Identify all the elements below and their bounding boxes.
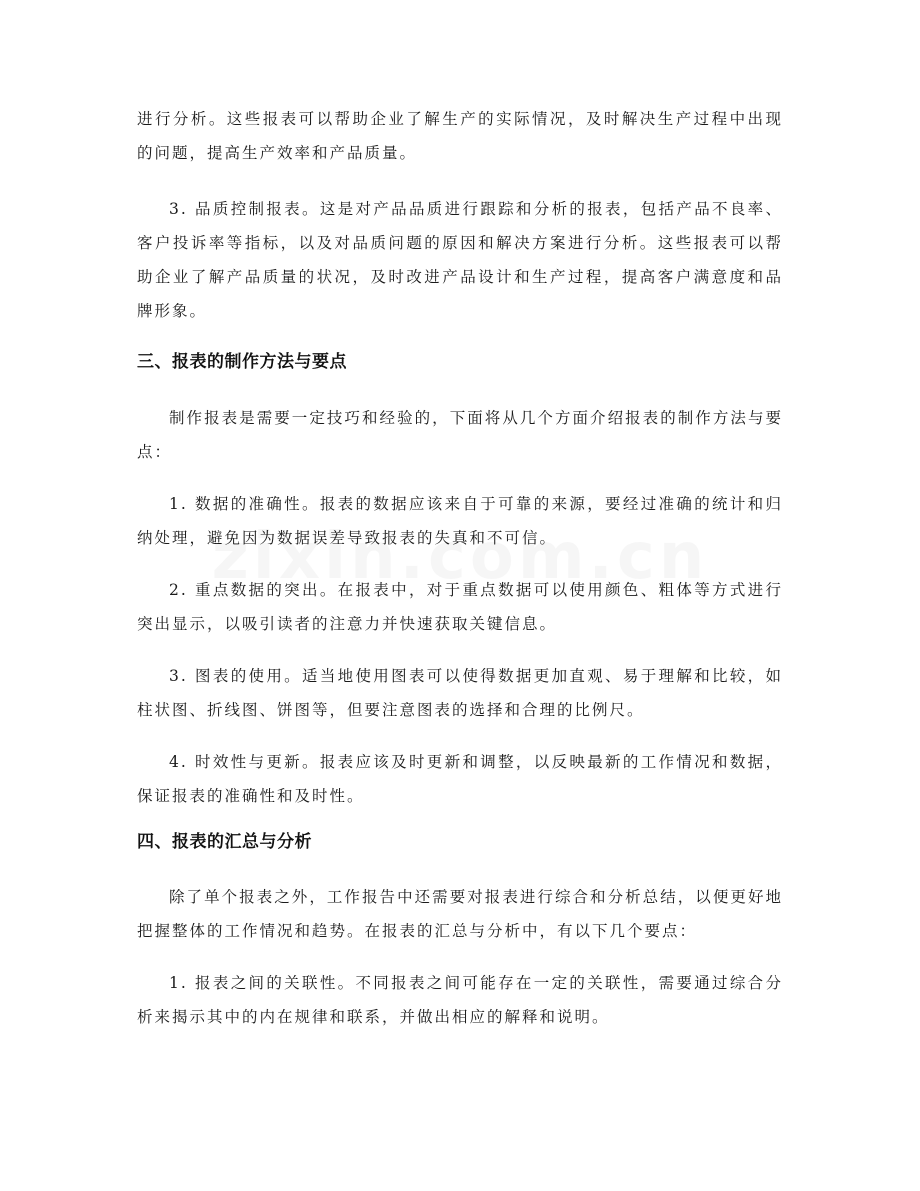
paragraph-summary-intro: 除了单个报表之外，工作报告中还需要对报表进行综合和分析总结，以便更好地把握整体的工作情况和趋势。在报表的汇总与分析中，有以下几个要点： (137, 888, 783, 940)
paragraph-production-report-end: 进行分析。这些报表可以帮助企业了解生产的实际情况，及时解决生产过程中出现的问题，提高生产效率和产品质量。 (137, 110, 783, 162)
section-heading-3: 三、报表的制作方法与要点 (137, 352, 347, 372)
section-heading-4: 四、报表的汇总与分析 (137, 832, 312, 852)
paragraph-data-accuracy: 1. 数据的准确性。报表的数据应该来自于可靠的来源，要经过准确的统计和归纳处理，避免因为数据误差导致报表的失真和不可信。 (137, 495, 783, 547)
paragraph-key-data-highlight: 2. 重点数据的突出。在报表中，对于重点数据可以使用颜色、粗体等方式进行突出显示，以吸引读者的注意力并快速获取关键信息。 (137, 581, 783, 633)
paragraph-methods-intro: 制作报表是需要一定技巧和经验的，下面将从几个方面介绍报表的制作方法与要点： (137, 409, 783, 461)
paragraph-chart-usage: 3. 图表的使用。适当地使用图表可以使得数据更加直观、易于理解和比较，如柱状图、折线图、饼图等，但要注意图表的选择和合理的比例尺。 (137, 667, 783, 719)
paragraph-report-correlation: 1. 报表之间的关联性。不同报表之间可能存在一定的关联性，需要通过综合分析来揭示其中的内在规律和联系，并做出相应的解释和说明。 (137, 974, 783, 1026)
paragraph-timeliness: 4. 时效性与更新。报表应该及时更新和调整，以反映最新的工作情况和数据，保证报表的准确性和及时性。 (137, 753, 783, 805)
paragraph-quality-control-report: 3. 品质控制报表。这是对产品品质进行跟踪和分析的报表，包括产品不良率、客户投诉率等指标，以及对品质问题的原因和解决方案进行分析。这些报表可以帮助企业了解产品质量的状况，及时改进产品设计和生产过程，提高客户满意度和品牌形象。 (137, 200, 783, 320)
